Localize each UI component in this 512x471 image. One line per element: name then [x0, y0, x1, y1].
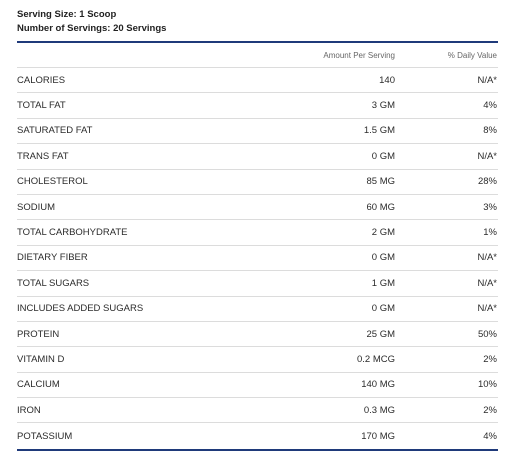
nutrient-dv: 3% [483, 201, 497, 213]
nutrient-name: VITAMIN D [17, 353, 65, 365]
nutrient-amount: 60 MG [366, 201, 395, 213]
table-row [17, 423, 498, 448]
nutrient-name: TOTAL SUGARS [17, 277, 90, 289]
nutrient-dv: 10% [477, 379, 497, 391]
nutrient-dv: 8% [483, 125, 497, 137]
header-daily-value: % Daily Value [447, 50, 497, 60]
header-amount: Amount Per Serving [323, 50, 395, 60]
table-row [17, 246, 498, 271]
nutrient-name: SATURATED FAT [17, 125, 93, 137]
table-header [17, 43, 498, 68]
nutrient-amount: 170 MG [361, 430, 395, 442]
nutrient-dv: 4% [483, 430, 497, 442]
nutrient-name: CHOLESTEROL [17, 176, 88, 188]
nutrient-name: PROTEIN [17, 328, 60, 340]
nutrient-name: CALORIES [17, 74, 66, 86]
nutrient-amount: 85 MG [366, 176, 395, 188]
nutrient-name: CALCIUM [17, 379, 60, 391]
nutrient-amount: 1.5 GM [363, 125, 395, 137]
nutrient-name: TOTAL CARBOHYDRATE [17, 227, 128, 239]
nutrient-amount: 0 GM [371, 252, 395, 264]
nutrient-amount: 140 MG [361, 379, 395, 391]
table-row [17, 220, 498, 245]
table-row [17, 119, 498, 144]
nutrient-amount: 0 GM [371, 303, 395, 315]
nutrient-dv: N/A* [477, 277, 497, 289]
table-row [17, 93, 498, 118]
nutrient-amount: 25 GM [366, 328, 395, 340]
nutrient-dv: 4% [483, 100, 497, 112]
nutrient-name: INCLUDES ADDED SUGARS [17, 303, 144, 315]
nutrient-dv: 28% [477, 176, 497, 188]
table-row [17, 144, 498, 169]
nutrient-dv: 2% [483, 353, 497, 365]
nutrient-dv: 2% [483, 404, 497, 416]
nutrient-amount: 1 GM [371, 277, 395, 289]
nutrient-name: TRANS FAT [17, 150, 69, 162]
table-row [17, 195, 498, 220]
nutrient-table [17, 68, 498, 449]
bottom-rule [17, 449, 498, 451]
nutrient-name: DIETARY FIBER [17, 252, 88, 264]
nutrient-dv: 1% [483, 227, 497, 239]
nutrient-amount: 2 GM [371, 227, 395, 239]
table-row [17, 398, 498, 423]
table-row [17, 297, 498, 322]
table-row [17, 347, 498, 372]
nutrient-dv: N/A* [477, 303, 497, 315]
nutrient-amount: 0 GM [371, 150, 395, 162]
nutrient-name: SODIUM [17, 201, 55, 213]
nutrient-name: TOTAL FAT [17, 100, 66, 112]
nutrient-amount: 0.2 MCG [356, 353, 395, 365]
nutrient-name: POTASSIUM [17, 430, 73, 442]
nutrient-amount: 140 [379, 74, 395, 86]
servings-count: Number of Servings: 20 Servings [17, 23, 167, 34]
table-row [17, 68, 498, 93]
nutrient-name: IRON [17, 404, 41, 416]
table-row [17, 373, 498, 398]
nutrient-dv: N/A* [477, 74, 497, 86]
nutrient-dv: 50% [477, 328, 497, 340]
serving-size: Serving Size: 1 Scoop [17, 9, 117, 20]
table-row [17, 322, 498, 347]
nutrient-dv: N/A* [477, 252, 497, 264]
table-row [17, 170, 498, 195]
nutrient-amount: 3 GM [371, 100, 395, 112]
nutrient-amount: 0.3 MG [363, 404, 395, 416]
nutrient-dv: N/A* [477, 150, 497, 162]
table-row [17, 271, 498, 296]
